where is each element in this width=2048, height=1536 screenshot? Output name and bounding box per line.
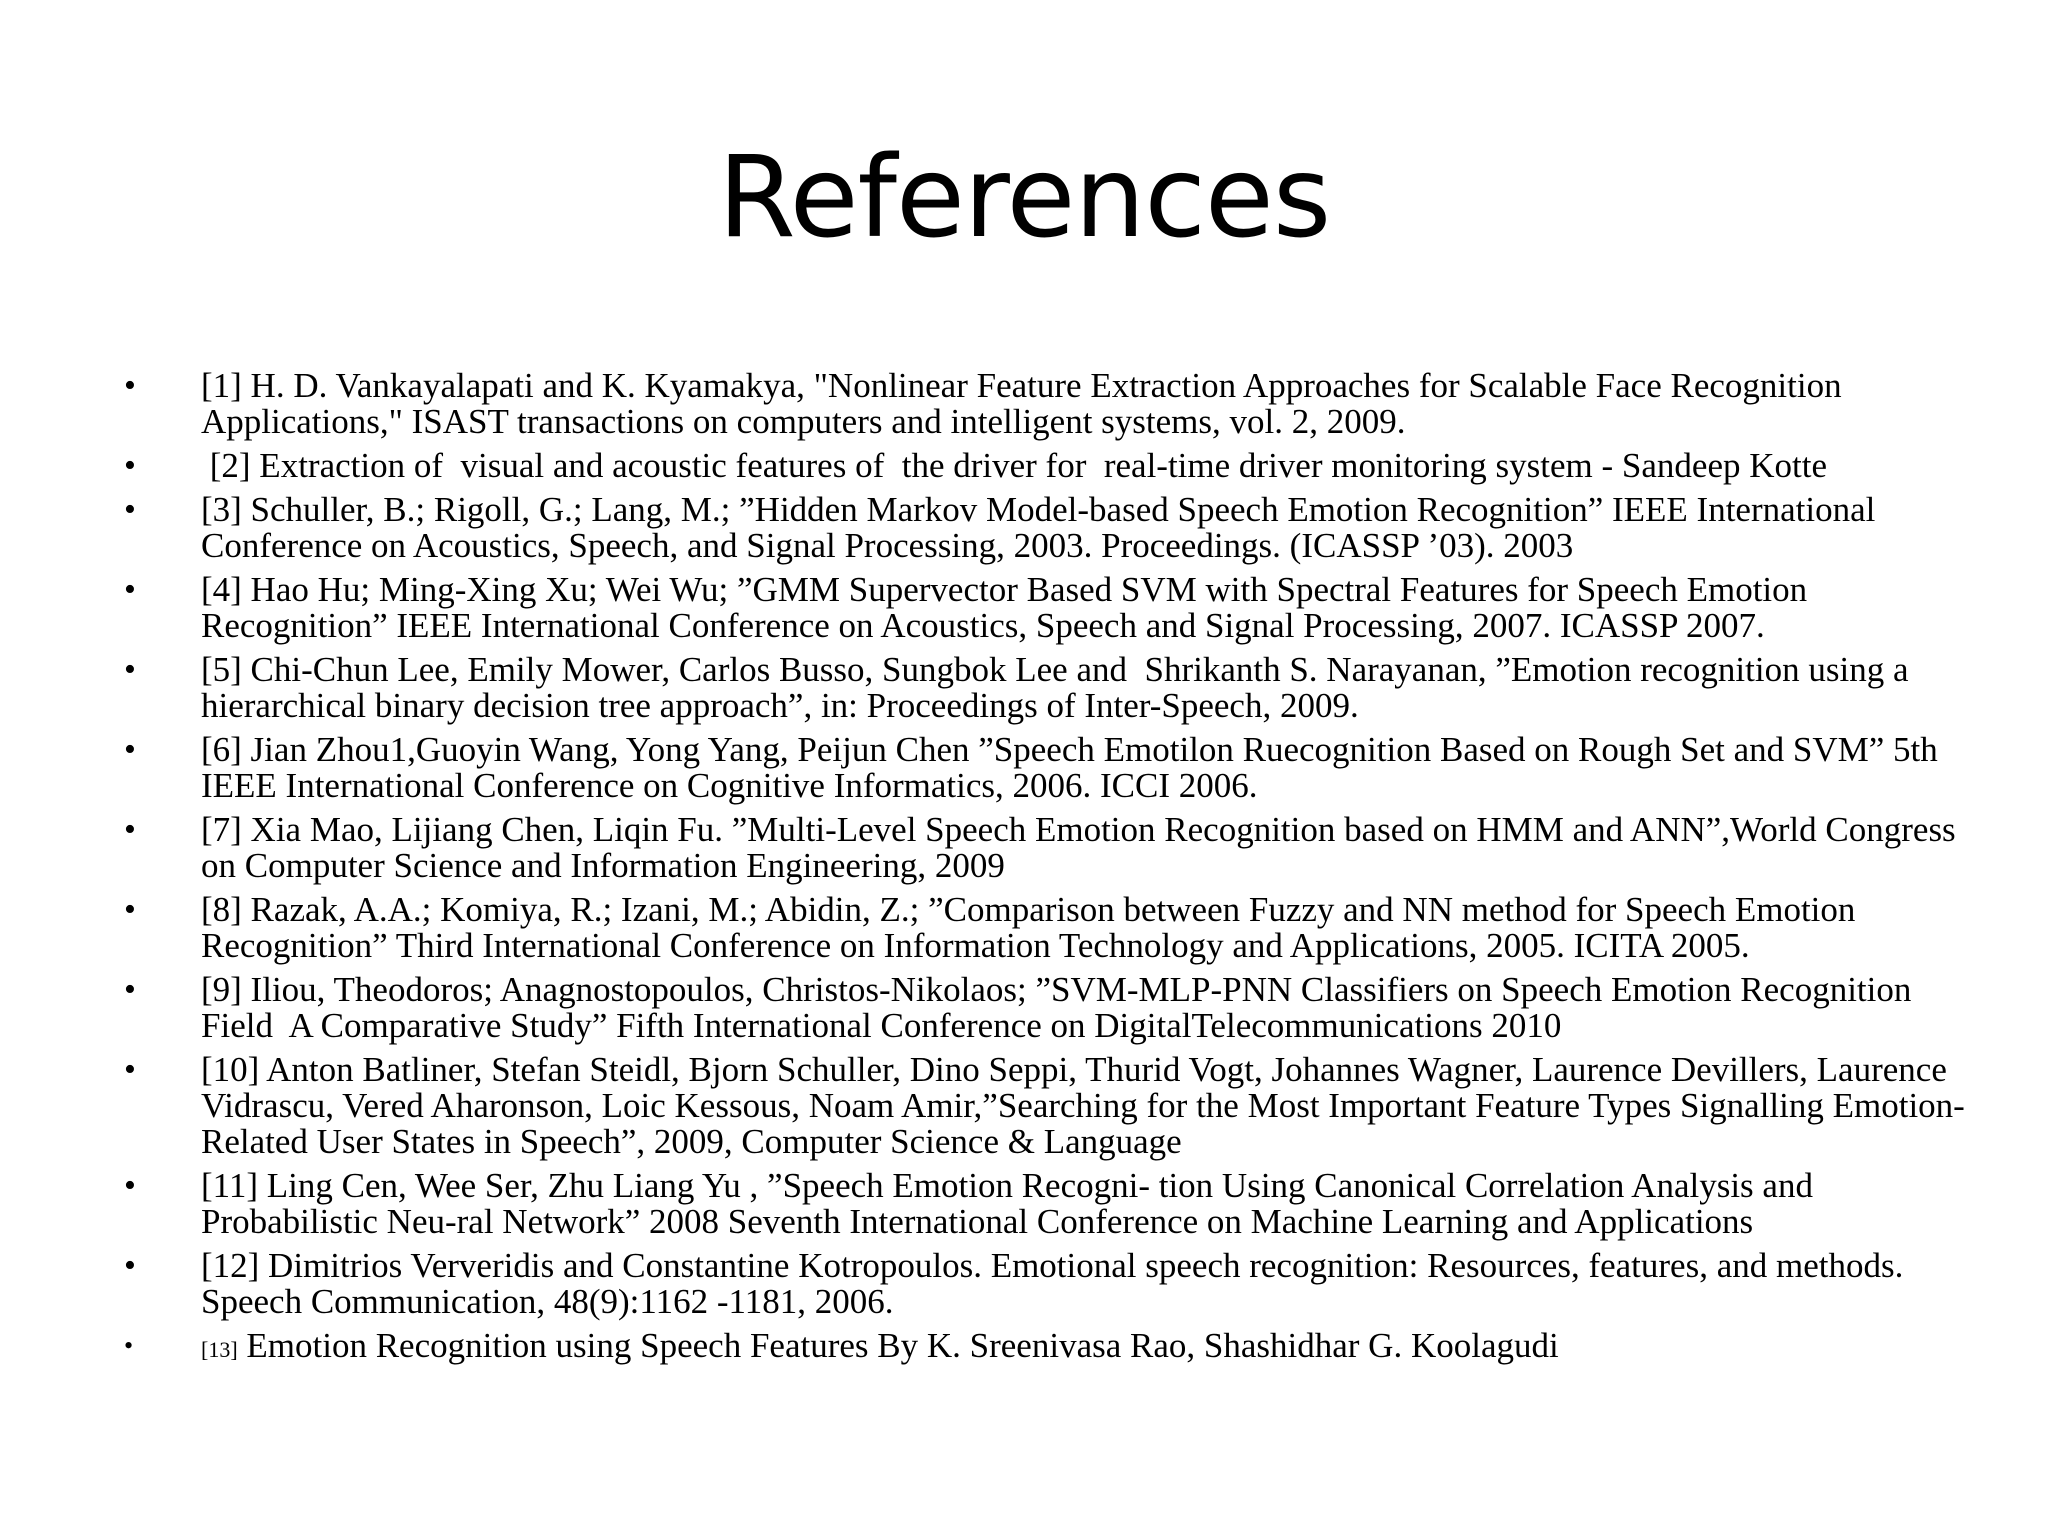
reference-item-9 <box>0 972 2048 1044</box>
reference-text: [7] Xia Mao, Lijiang Chen, Liqin Fu. ”Multi-Level Speech Emotion Recognition based on HMM and ANN”,World Congress on Computer Science and Information Engineering, 2009 <box>201 810 1965 885</box>
reference-text <box>201 1328 1988 1368</box>
reference-text: [4] Hao Hu; Ming-Xing Xu; Wei Wu; ”GMM Supervector Based SVM with Spectral Features for Speech Emotion Recognition” IEEE International Conference on Acoustics, Speech and Signal Processing, 2007. ICASSP 2007. <box>201 570 1816 645</box>
reference-item-5 <box>0 652 2048 724</box>
bullet-icon: • <box>124 651 136 688</box>
bullet-icon: • <box>124 891 136 928</box>
reference-body: Emotion Recognition using Speech Features By K. Sreenivasa Rao, Shashidhar G. Koolagudi <box>237 1326 1559 1365</box>
reference-text: [8] Razak, A.A.; Komiya, R.; Izani, M.; Abidin, Z.; ”Comparison between Fuzzy and NN method for Speech Emotion Recognition” Third International Conference on Information Technology and Applications, 2005. ICITA 2005. <box>201 890 1865 965</box>
reference-item-7 <box>0 812 2048 884</box>
bullet-icon: • <box>124 447 136 484</box>
reference-text: [10] Anton Batliner, Stefan Steidl, Bjorn Schuller, Dino Seppi, Thurid Vogt, Johannes Wagner, Laurence Devillers, Laurence Vidrascu, Vered Aharonson, Loic Kessous, Noam Amir,”Searching for the Most Important Feature Types Signalling Emotion-Related User States in Speech”, 2009, Computer Science & Language <box>201 1050 1965 1161</box>
reference-item-3 <box>0 492 2048 564</box>
reference-text: [3] Schuller, B.; Rigoll, G.; Lang, M.; ”Hidden Markov Model-based Speech Emotion Recognition” IEEE International Conference on Acoustics, Speech, and Signal Processing, 2003. Proceedings. (ICASSP ’03). 2003 <box>201 490 1885 565</box>
reference-item-8 <box>0 892 2048 964</box>
reference-text: [2] Extraction of visual and acoustic features of the driver for real-time driver monitoring system - Sandeep Kotte <box>201 446 1827 485</box>
reference-number: [13] <box>201 1337 238 1362</box>
bullet-icon: • <box>124 1051 136 1088</box>
reference-item-6 <box>0 732 2048 804</box>
reference-item-11 <box>0 1168 2048 1240</box>
slide-title: References <box>717 133 1331 263</box>
bullet-icon: • <box>124 571 136 608</box>
bullet-icon: • <box>124 811 136 848</box>
reference-list <box>0 368 2048 1376</box>
reference-text: [12] Dimitrios Ververidis and Constantine Kotropoulos. Emotional speech recognition: Resources, features, and methods. Speech Communication, 48(9):1162 -1181, 2006. <box>201 1246 1913 1321</box>
reference-item-13 <box>0 1328 2048 1368</box>
bullet-icon: • <box>124 1167 136 1204</box>
bullet-icon: • <box>124 731 136 768</box>
reference-text: [1] H. D. Vankayalapati and K. Kyamakya, "Nonlinear Feature Extraction Approaches for Scalable Face Recognition Applications," ISAST transactions on computers and intelligent systems, vol. 2, 2009. <box>201 366 1849 441</box>
reference-item-12 <box>0 1248 2048 1320</box>
reference-item-4 <box>0 572 2048 644</box>
bullet-icon: • <box>124 367 136 404</box>
reference-text: [5] Chi-Chun Lee, Emily Mower, Carlos Busso, Sungbok Lee and Shrikanth S. Narayanan, ”Emotion recognition using a hierarchical binary decision tree approach”, in: Proceedings of Inter-Speech, 2009. <box>201 650 1918 725</box>
reference-item-1 <box>0 368 2048 440</box>
reference-text: [9] Iliou, Theodoros; Anagnostopoulos, Christos-Nikolaos; ”SVM-MLP-PNN Classifiers on Speech Emotion Recognition Field A Comparative Study” Fifth International Conference on DigitalTelecommunications 2010 <box>201 970 1921 1045</box>
reference-text: [6] Jian Zhou1,Guoyin Wang, Yong Yang, Peijun Chen ”Speech Emotilon Ruecognition Based on Rough Set and SVM” 5th IEEE International Conference on Cognitive Informatics, 2006. ICCI 2006. <box>201 730 1947 805</box>
reference-item-10 <box>0 1052 2048 1160</box>
reference-item-2 <box>0 448 2048 484</box>
bullet-icon: • <box>124 1331 134 1360</box>
bullet-icon: • <box>124 491 136 528</box>
bullet-icon: • <box>124 1247 136 1284</box>
reference-text: [11] Ling Cen, Wee Ser, Zhu Liang Yu , ”Speech Emotion Recogni- tion Using Canonical Correlation Analysis and Probabilistic Neu-ral Network” 2008 Seventh International Conference on Machine Learning and Applications <box>201 1166 1822 1241</box>
bullet-icon: • <box>124 971 136 1008</box>
